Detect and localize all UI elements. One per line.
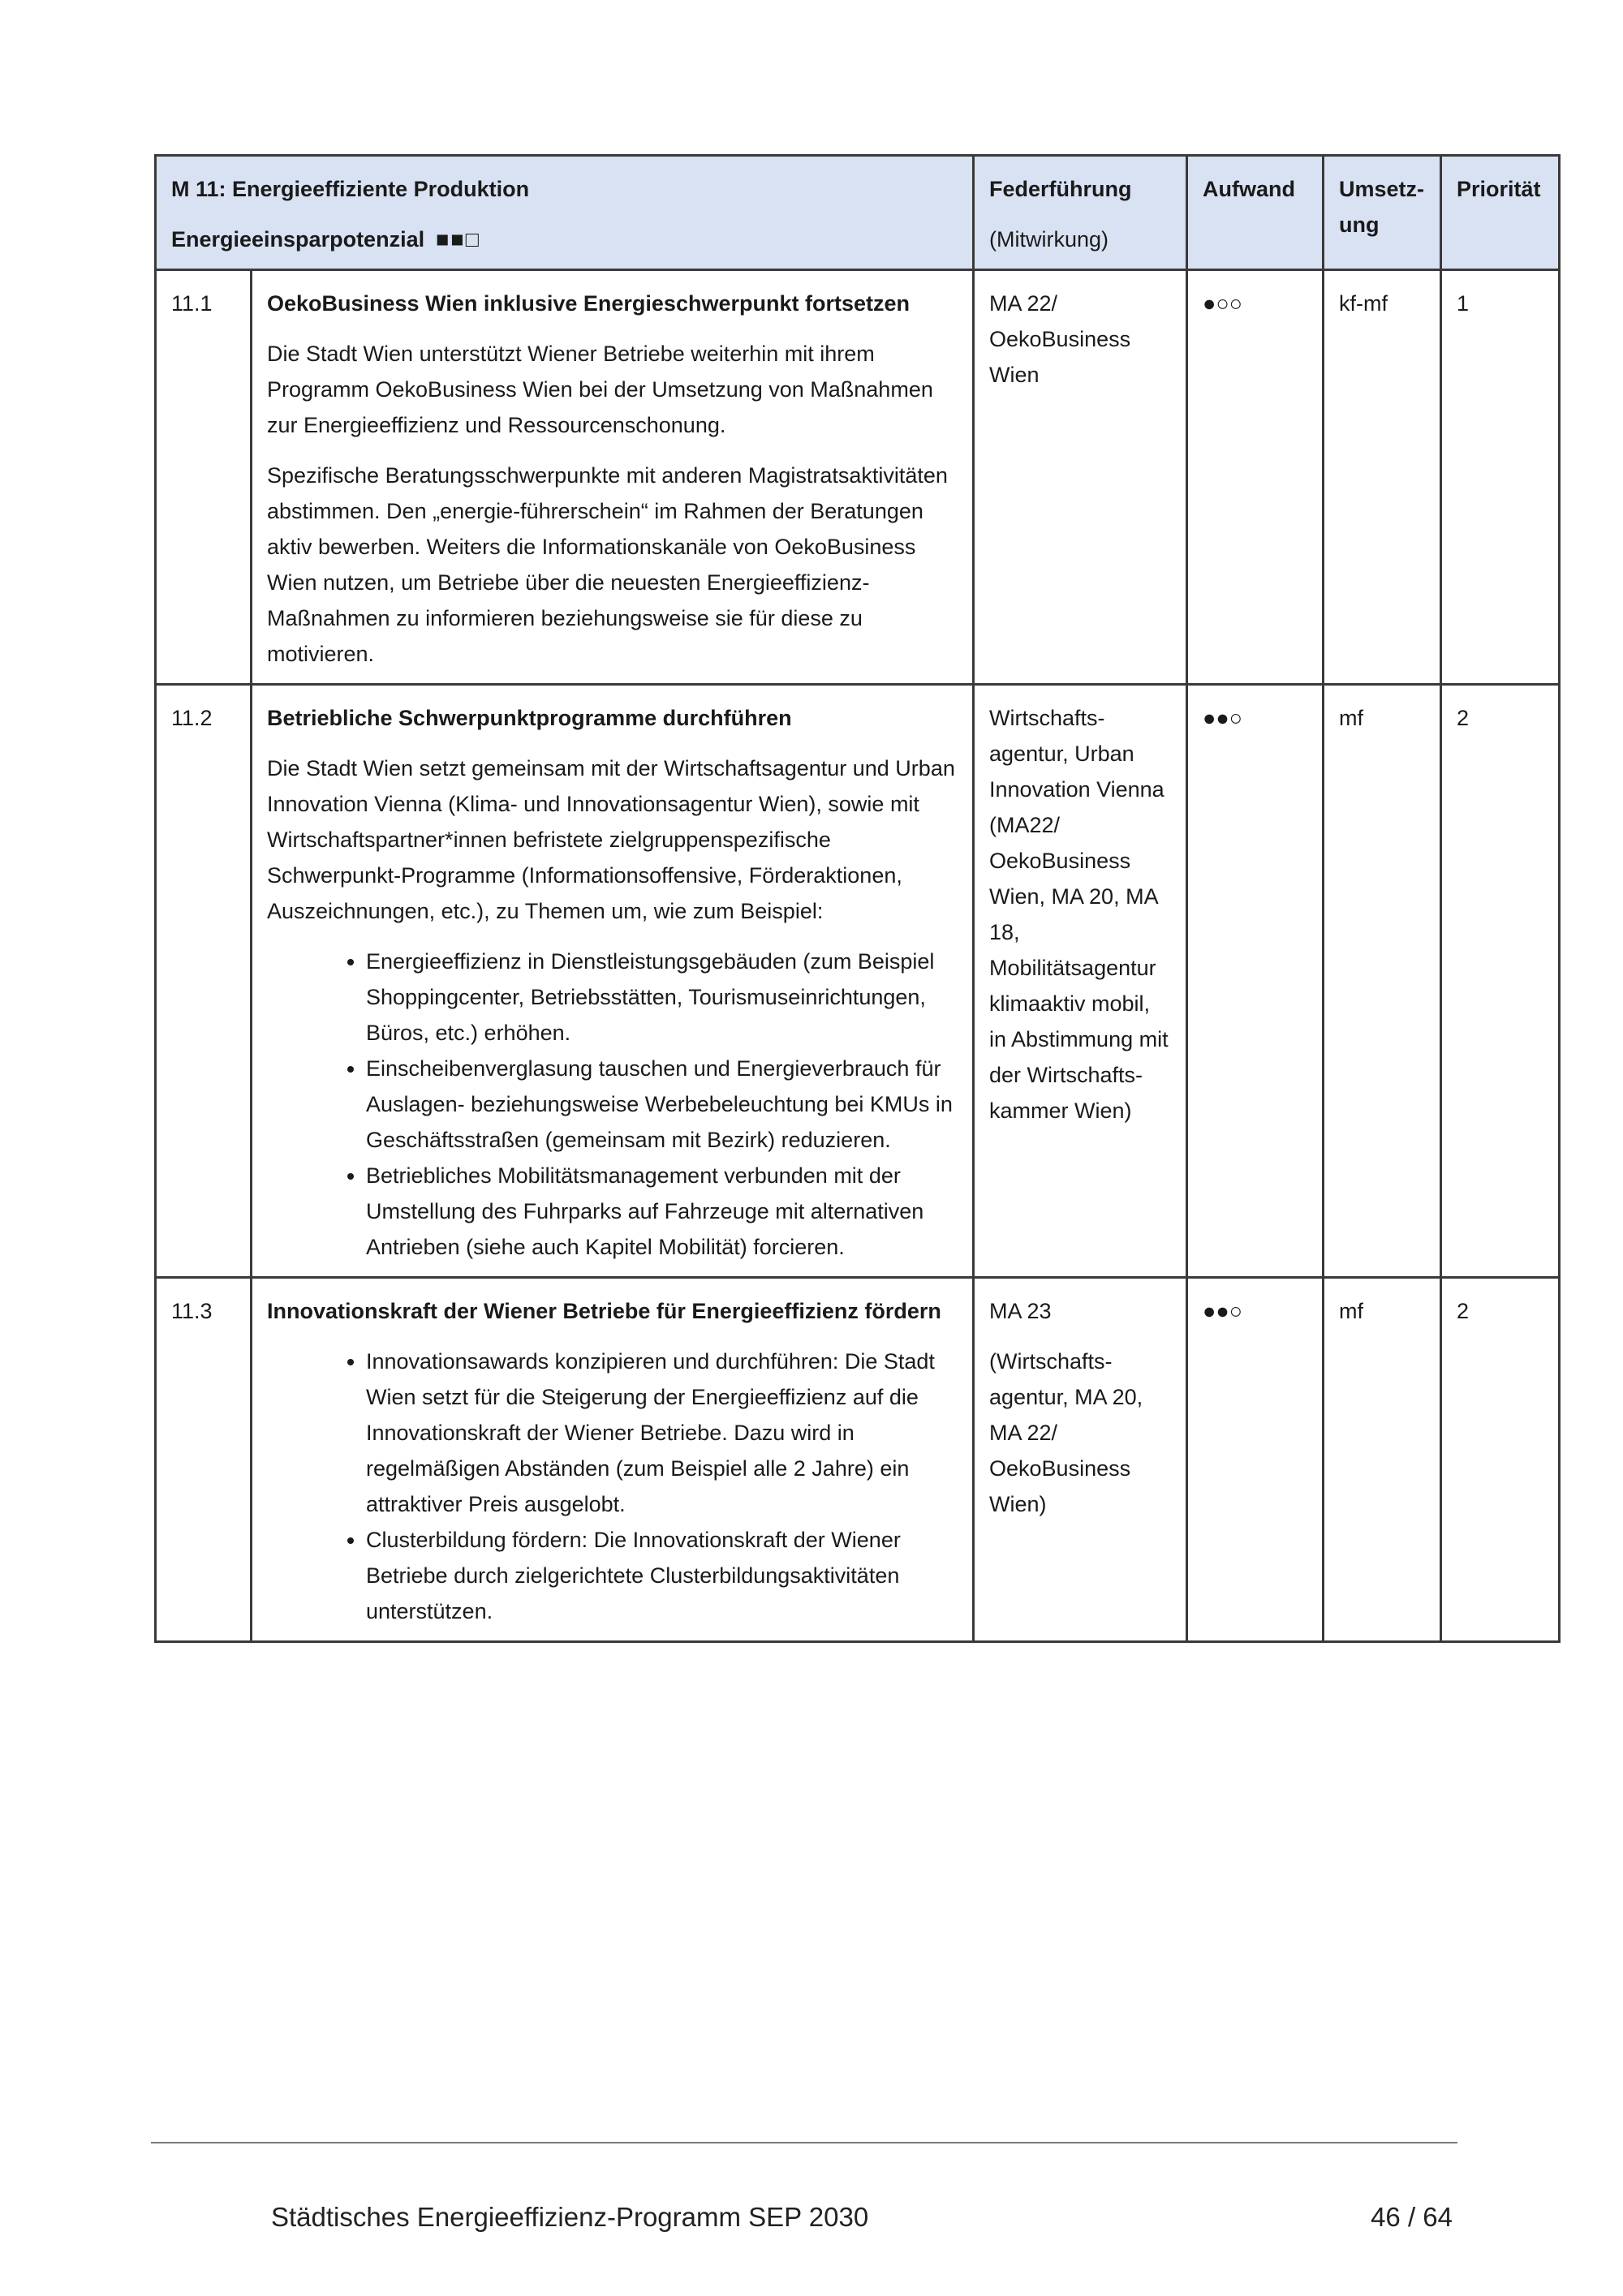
effort-rating: ●○○ <box>1187 270 1324 685</box>
priority-cell: 2 <box>1441 685 1560 1278</box>
lead-header <box>974 156 1187 270</box>
bullet-list <box>267 1344 958 1629</box>
measure-title: M 11: Energieeffiziente Produktion <box>171 177 530 201</box>
footer-title: Städtisches Energieeffizienz-Programm SEP 2030 <box>271 2202 869 2232</box>
measure-id: 11.1 <box>156 270 252 685</box>
table-row <box>156 685 1560 1278</box>
potential-label: Energieeinsparpotenzial <box>171 227 425 252</box>
measure-title: OekoBusiness Wien inklusive Energieschwerpunkt fortsetzen <box>267 291 910 316</box>
paragraph: Die Stadt Wien setzt gemeinsam mit der Wirtschaftsagentur und Urban Innovation Vienna (Klima- und Innovationsagentur Wien), sowie mit Wirtschaftspartner*innen befristete zielgruppenspezifische Schwerpunkt-Programme (Informationsoffensive, Förderaktionen, Auszeichnungen, etc.), zu Themen um, wie zum Beispiel: <box>267 756 955 923</box>
lead-cell: MA 22/ OekoBusiness Wien <box>974 270 1187 685</box>
bullet-list <box>267 944 958 1265</box>
priority-cell: 1 <box>1441 270 1560 685</box>
lead-sub: (Wirtschafts-agentur, MA 20, MA 22/ OekoBusiness Wien) <box>989 1349 1143 1516</box>
table-row <box>156 270 1560 685</box>
measure-title: Betriebliche Schwerpunktprogramme durchführen <box>267 706 792 730</box>
potential-squares: ■■□ <box>436 227 481 252</box>
implementation-cell: mf <box>1324 685 1441 1278</box>
measure-id: 11.3 <box>156 1278 252 1642</box>
effort-rating: ●●○ <box>1187 685 1324 1278</box>
lead-main: MA 23 <box>989 1299 1052 1323</box>
implementation-cell: kf-mf <box>1324 270 1441 685</box>
lead-cell: Wirtschafts-agentur, Urban Innovation Vienna (MA22/ OekoBusiness Wien, MA 20, MA 18, Mobilitätsagentur klimaaktiv mobil, in Abstimmung mit der Wirtschafts-kammer Wien) <box>974 685 1187 1278</box>
lead-header-sub: (Mitwirkung) <box>989 227 1109 252</box>
lead-header-label: Federführung <box>989 177 1132 201</box>
footer-divider <box>151 2142 1457 2143</box>
paragraph: Spezifische Beratungsschwerpunkte mit anderen Magistratsaktivitäten abstimmen. Den „energie-führerschein“ im Rahmen der Beratungen aktiv bewerben. Weiters die Informationskanäle von OekoBusiness Wien nutzen, um Betriebe über die neuesten Energieeffizienz-Maßnahmen zu informieren beziehungsweise sie für diese zu motivieren. <box>267 463 948 666</box>
list-item: • Innovationsawards konzipieren und durchführen: Die Stadt Wien setzt für die Steigerung der Energieeffizienz auf die Innovationskraft der Wiener Betriebe. Dazu wird in regelmäßigen Abständen (zum Beispiel alle 2 Jahre) ein attraktiver Preis ausgelobt. <box>366 1344 958 1522</box>
priority-cell: 2 <box>1441 1278 1560 1642</box>
measure-header <box>156 156 974 270</box>
table-header-row <box>156 156 1560 270</box>
measure-title: Innovationskraft der Wiener Betriebe für Energieeffizienz fördern <box>267 1299 941 1323</box>
potential-line <box>171 221 958 257</box>
priority-header: Priorität <box>1441 156 1560 270</box>
list-item: • Clusterbildung fördern: Die Innovationskraft der Wiener Betriebe durch zielgerichtete Clusterbildungsaktivitäten unterstützen. <box>366 1522 958 1629</box>
measures-table <box>154 154 1561 1643</box>
list-item: • Betriebliches Mobilitätsmanagement verbunden mit der Umstellung des Fuhrparks auf Fahrzeuge mit alternativen Antrieben (siehe auch Kapitel Mobilität) forcieren. <box>366 1158 958 1265</box>
list-item: • Einscheibenverglasung tauschen und Energieverbrauch für Auslagen- beziehungsweise Werbebeleuchtung bei KMUs in Geschäftsstraßen (gemeinsam mit Bezirk) reduzieren. <box>366 1051 958 1158</box>
implementation-cell: mf <box>1324 1278 1441 1642</box>
effort-header: Aufwand <box>1187 156 1324 270</box>
measure-description <box>252 1278 974 1642</box>
table-row <box>156 1278 1560 1642</box>
page-number: 46 / 64 <box>1371 2202 1453 2232</box>
measure-description <box>252 270 974 685</box>
list-item: • Energieeffizienz in Dienstleistungsgebäuden (zum Beispiel Shoppingcenter, Betriebsstätten, Tourismuseinrichtungen, Büros, etc.) erhöhen. <box>366 944 958 1051</box>
lead-cell <box>974 1278 1187 1642</box>
measure-id: 11.2 <box>156 685 252 1278</box>
effort-rating: ●●○ <box>1187 1278 1324 1642</box>
paragraph: Die Stadt Wien unterstützt Wiener Betriebe weiterhin mit ihrem Programm OekoBusiness Wien bei der Umsetzung von Maßnahmen zur Energieeffizienz und Ressourcenschonung. <box>267 342 933 437</box>
implementation-header: Umsetz-ung <box>1324 156 1441 270</box>
measure-description <box>252 685 974 1278</box>
